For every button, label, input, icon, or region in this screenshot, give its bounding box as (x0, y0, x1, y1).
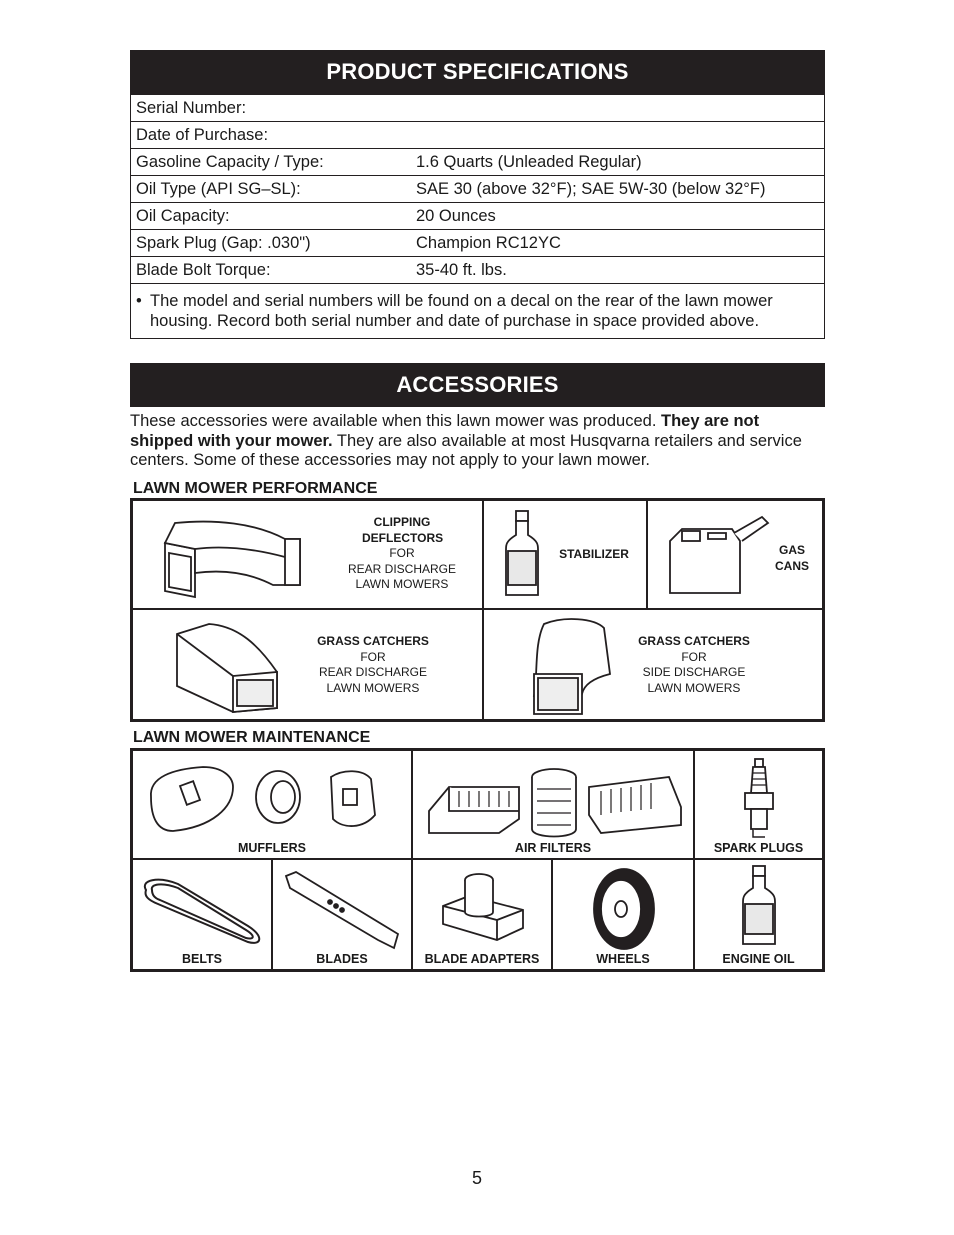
clipping-line-3: LAWN MOWERS (355, 577, 449, 591)
side-catcher-line-3: LAWN MOWERS (647, 680, 741, 695)
rear-grass-catcher-icon (169, 616, 289, 716)
spec-label: Spark Plug (Gap: .030") (131, 230, 412, 257)
accessories-intro (130, 412, 825, 471)
rear-catcher-title: GRASS CATCHERS (317, 634, 429, 648)
spec-note (131, 284, 825, 339)
specs-header: PRODUCT SPECIFICATIONS (130, 50, 825, 94)
blade-adapters-cell (412, 859, 552, 970)
spark-plug-icon (739, 757, 779, 841)
blades-label: BLADES (316, 952, 368, 966)
clipping-deflectors-label (318, 515, 486, 593)
belts-cell (132, 859, 272, 970)
side-catcher-line-2: SIDE DISCHARGE (642, 665, 746, 679)
clipping-deflector-icon (155, 513, 315, 603)
spec-note-text: The model and serial numbers will be found on a decal on the rear of the lawn mower housing. Record both serial number and date of purchase in space provided above. (150, 292, 773, 330)
clipping-line-1: FOR (389, 546, 415, 560)
air-filter-icon (419, 763, 689, 843)
side-grass-catcher-cell (483, 609, 823, 720)
gas-line-2: CANS (774, 558, 809, 573)
intro-bold-text: They are not shipped with your mower. (130, 412, 760, 450)
spec-label: Gasoline Capacity / Type: (131, 149, 412, 176)
spec-value: 20 Ounces (411, 203, 825, 230)
intro-text: These accessories were available when this lawn mower was produced. (130, 412, 662, 430)
belt-icon (138, 870, 268, 950)
spec-label: Date of Purchase: (131, 122, 412, 149)
rear-catcher-line-1: FOR (360, 649, 386, 664)
performance-grid (130, 498, 825, 722)
wheels-cell (552, 859, 694, 970)
side-catcher-title: GRASS CATCHERS (638, 634, 750, 648)
table-row (131, 122, 825, 149)
blade-adapters-label: BLADE ADAPTERS (424, 952, 540, 966)
spec-value: 35-40 ft. lbs. (411, 257, 825, 284)
side-grass-catcher-label (619, 634, 769, 696)
gas-cans-cell (647, 500, 823, 609)
gas-line-1: GAS (778, 543, 805, 557)
clipping-deflectors-cell (132, 500, 483, 609)
belts-label: BELTS (181, 952, 223, 966)
table-row (131, 149, 825, 176)
wheel-icon (589, 866, 659, 952)
table-row (131, 203, 825, 230)
accessories-header: ACCESSORIES (130, 363, 825, 407)
spec-label: Oil Type (API SG–SL): (131, 176, 412, 203)
rear-grass-catcher-cell (132, 609, 483, 720)
maintenance-heading: LAWN MOWER MAINTENANCE (133, 729, 371, 746)
spec-value: 1.6 Quarts (Unleaded Regular) (411, 149, 825, 176)
muffler-icon (143, 757, 403, 837)
mufflers-label: MUFFLERS (237, 841, 307, 855)
blades-cell (272, 859, 412, 970)
air-filters-label: AIR FILTERS (514, 841, 592, 855)
rear-catcher-line-3: LAWN MOWERS (326, 680, 420, 695)
stabilizer-cell (483, 500, 647, 609)
table-row (131, 257, 825, 284)
spec-label: Serial Number: (131, 95, 412, 122)
intro-text-2: They are also available at most Husqvarna retailers and service centers. Some of these accessories may not apply to your lawn mower. (130, 431, 802, 469)
page-number: 5 (471, 1168, 482, 1188)
gas-cans-label (764, 543, 820, 574)
maintenance-grid (130, 748, 825, 972)
mufflers-cell (132, 750, 412, 859)
spec-value (411, 122, 825, 149)
spark-plugs-cell (694, 750, 823, 859)
spark-plugs-label: SPARK PLUGS (713, 841, 804, 855)
clipping-title: CLIPPING DEFLECTORS (362, 515, 444, 545)
spec-label: Blade Bolt Torque: (131, 257, 412, 284)
table-row (131, 176, 825, 203)
spec-value: Champion RC12YC (411, 230, 825, 257)
bullet: • (136, 292, 142, 310)
rear-catcher-line-2: REAR DISCHARGE (318, 665, 428, 679)
engine-oil-bottle-icon (739, 864, 779, 948)
specifications-table (130, 94, 825, 339)
performance-heading: LAWN MOWER PERFORMANCE (133, 480, 378, 497)
gas-can-icon (662, 511, 772, 601)
wheels-label: WHEELS (596, 952, 650, 966)
engine-oil-label: ENGINE OIL (722, 952, 795, 966)
table-row (131, 284, 825, 339)
spec-label: Oil Capacity: (131, 203, 412, 230)
air-filters-cell (412, 750, 694, 859)
side-catcher-line-1: FOR (681, 649, 707, 664)
table-row (131, 95, 825, 122)
table-row (131, 230, 825, 257)
blade-adapter-icon (439, 866, 529, 950)
stabilizer-bottle-icon (502, 509, 542, 599)
side-grass-catcher-icon (524, 614, 624, 718)
clipping-line-2: REAR DISCHARGE (347, 561, 457, 576)
rear-grass-catcher-label (303, 634, 443, 696)
blade-icon (278, 868, 408, 952)
spec-value (411, 95, 825, 122)
stabilizer-label: STABILIZER (559, 547, 629, 561)
spec-value: SAE 30 (above 32°F); SAE 5W-30 (below 32°F) (411, 176, 825, 203)
engine-oil-cell (694, 859, 823, 970)
